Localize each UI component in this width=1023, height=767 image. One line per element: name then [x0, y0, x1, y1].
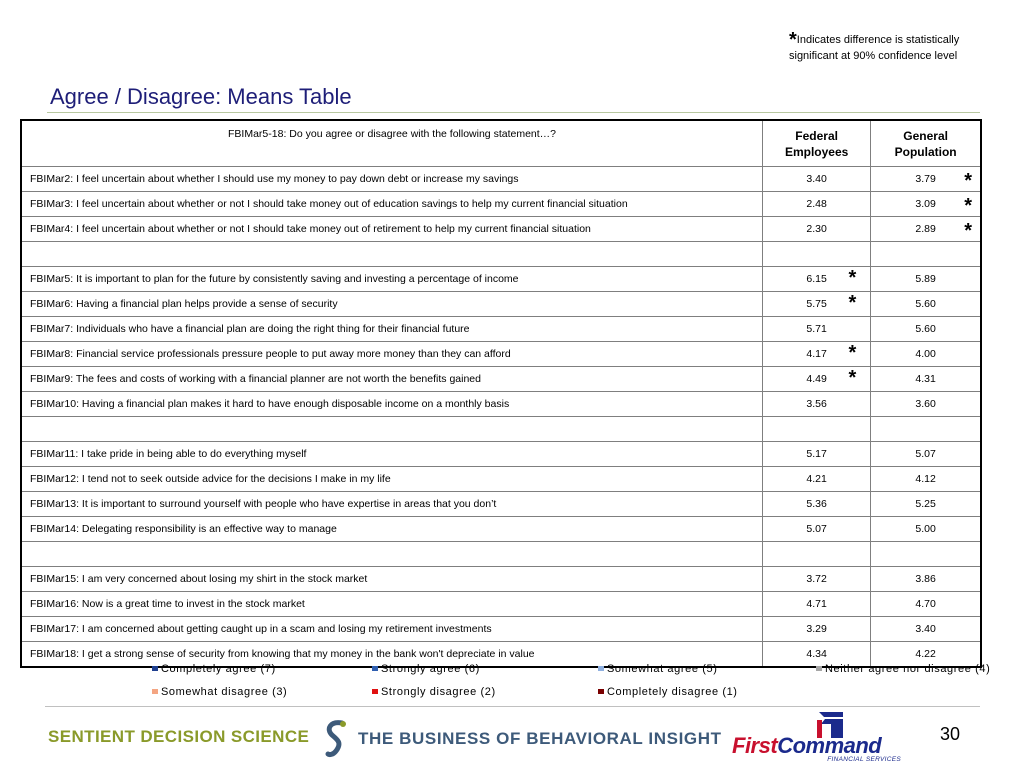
federal-mean-value: 4.71	[806, 598, 827, 610]
federal-mean-cell	[763, 317, 871, 342]
general-mean-cell	[871, 467, 981, 492]
statement-cell: FBIMar16: Now is a great time to invest in the stock market	[21, 592, 763, 617]
behavioral-insight-tagline: THE BUSINESS OF BEHAVIORAL INSIGHT	[358, 729, 722, 748]
general-mean-value: 5.60	[915, 323, 936, 335]
table-row	[21, 167, 981, 192]
federal-mean-value: 5.36	[806, 498, 827, 510]
general-mean-value: 5.60	[915, 298, 936, 310]
statement-cell	[21, 242, 763, 267]
federal-mean-cell	[763, 267, 871, 292]
general-mean-value: 3.86	[915, 573, 936, 585]
significance-asterisk: *	[848, 367, 857, 389]
table-row	[21, 417, 981, 442]
federal-mean-value: 3.72	[806, 573, 827, 585]
general-mean-value: 4.12	[915, 473, 936, 485]
legend-item	[372, 663, 480, 675]
table-row	[21, 367, 981, 392]
first-command-logo	[732, 712, 907, 766]
federal-mean-cell	[763, 442, 871, 467]
general-mean-cell	[871, 567, 981, 592]
statement-cell: FBIMar8: Financial service professionals pressure people to put away more money than they can afford	[21, 342, 763, 367]
significance-asterisk: *	[848, 342, 857, 364]
means-table	[20, 119, 982, 668]
statement-cell: FBIMar14: Delegating responsibility is an effective way to manage	[21, 517, 763, 542]
page-title: Agree / Disagree: Means Table	[50, 84, 352, 109]
table-row	[21, 192, 981, 217]
legend-label: Somewhat agree (5)	[607, 663, 718, 675]
legend-swatch	[152, 689, 158, 694]
federal-mean-cell	[763, 217, 871, 242]
significance-asterisk: *	[964, 220, 972, 242]
statement-cell: FBIMar9: The fees and costs of working with a financial planner are not worth the benefits gained	[21, 367, 763, 392]
legend-swatch	[598, 666, 604, 671]
table-row	[21, 542, 981, 567]
federal-employees-header	[763, 120, 871, 167]
federal-mean-value: 4.49	[806, 373, 827, 385]
note-line-2: significant at 90% confidence level	[789, 50, 958, 62]
federal-mean-value: 5.75	[806, 298, 827, 310]
federal-mean-value: 2.30	[806, 223, 827, 235]
general-mean-cell	[871, 317, 981, 342]
page-number: 30	[940, 724, 961, 744]
federal-mean-cell	[763, 542, 871, 567]
general-mean-value: 3.40	[915, 623, 936, 635]
legend-swatch	[372, 666, 378, 671]
table-row	[21, 342, 981, 367]
federal-mean-cell	[763, 517, 871, 542]
statement-cell: FBIMar15: I am very concerned about losing my shirt in the stock market	[21, 567, 763, 592]
sentient-decision-science-logo: SENTIENT DECISION SCIENCE	[48, 727, 310, 746]
federal-mean-value: 6.15	[806, 273, 827, 285]
legend-label: Neither agree nor disagree (4)	[825, 663, 991, 675]
federal-header-line-2: Employees	[784, 144, 849, 159]
statement-cell: FBIMar17: I am concerned about getting caught up in a scam and losing my retirement investments	[21, 617, 763, 642]
general-mean-cell	[871, 292, 981, 317]
legend-item	[598, 686, 738, 698]
significance-asterisk: *	[848, 292, 857, 314]
statement-cell: FBIMar7: Individuals who have a financial plan are doing the right thing for their financial future	[21, 317, 763, 342]
legend-swatch	[372, 689, 378, 694]
federal-mean-cell	[763, 567, 871, 592]
significance-note	[789, 29, 1009, 64]
general-mean-value: 4.70	[915, 598, 936, 610]
general-mean-cell	[871, 542, 981, 567]
statement-cell: FBIMar11: I take pride in being able to do everything myself	[21, 442, 763, 467]
statement-cell: FBIMar10: Having a financial plan makes it hard to have enough disposable income on a monthly basis	[21, 392, 763, 417]
federal-mean-cell	[763, 242, 871, 267]
legend-item	[152, 686, 287, 698]
federal-mean-value: 4.21	[806, 473, 827, 485]
general-mean-value: 5.25	[915, 498, 936, 510]
federal-mean-cell	[763, 592, 871, 617]
statement-cell: FBIMar5: It is important to plan for the future by consistently saving and investing a percentage of income	[21, 267, 763, 292]
general-mean-cell	[871, 367, 981, 392]
table-row	[21, 242, 981, 267]
statement-cell: FBIMar12: I tend not to seek outside advice for the decisions I make in my life	[21, 467, 763, 492]
legend-item	[152, 663, 276, 675]
legend-swatch	[598, 689, 604, 694]
table-row	[21, 317, 981, 342]
federal-mean-value: 5.71	[806, 323, 827, 335]
legend-label: Strongly agree (6)	[381, 663, 480, 675]
note-line-1: Indicates difference is statistically	[796, 34, 960, 46]
footer-divider	[45, 706, 980, 707]
general-mean-value: 4.22	[915, 648, 936, 660]
table-row	[21, 467, 981, 492]
legend-item	[598, 663, 717, 675]
table-row	[21, 517, 981, 542]
general-mean-value: 5.00	[915, 523, 936, 535]
general-mean-cell	[871, 242, 981, 267]
general-mean-cell	[871, 442, 981, 467]
table-row	[21, 592, 981, 617]
table-row	[21, 267, 981, 292]
significance-asterisk: *	[848, 267, 857, 289]
federal-mean-cell	[763, 617, 871, 642]
statement-cell: FBIMar3: I feel uncertain about whether or not I should take money out of education savings to help my current financial situation	[21, 192, 763, 217]
general-mean-value: 5.89	[915, 273, 936, 285]
federal-mean-value: 3.29	[806, 623, 827, 635]
federal-mean-cell	[763, 292, 871, 317]
statement-cell: FBIMar13: It is important to surround yourself with people who have expertise in areas that you don’t	[21, 492, 763, 517]
general-mean-cell	[871, 392, 981, 417]
statement-cell	[21, 417, 763, 442]
wordmark-first: First	[732, 733, 778, 758]
general-population-header	[871, 120, 981, 167]
federal-mean-value: 5.17	[806, 448, 827, 460]
legend-item	[816, 663, 990, 675]
legend-label: Strongly disagree (2)	[381, 686, 496, 698]
table-row	[21, 292, 981, 317]
note-asterisk: *	[789, 29, 797, 51]
general-mean-value: 4.31	[915, 373, 936, 385]
general-mean-cell	[871, 592, 981, 617]
federal-mean-cell	[763, 392, 871, 417]
general-header-line-2: Population	[894, 144, 957, 159]
legend-swatch	[816, 666, 822, 671]
significance-asterisk: *	[964, 170, 972, 192]
general-mean-cell	[871, 192, 981, 217]
legend-label: Somewhat disagree (3)	[161, 686, 288, 698]
table-row	[21, 567, 981, 592]
statement-cell	[21, 542, 763, 567]
general-mean-cell	[871, 492, 981, 517]
federal-mean-value: 4.17	[806, 348, 827, 360]
federal-mean-cell	[763, 192, 871, 217]
table-row	[21, 617, 981, 642]
federal-mean-cell	[763, 342, 871, 367]
federal-mean-value: 2.48	[806, 198, 827, 210]
title-divider	[47, 112, 980, 113]
statement-cell: FBIMar18: I get a strong sense of security from knowing that my money in the bank won't depreciate in value	[21, 642, 763, 668]
table-row	[21, 492, 981, 517]
general-header-line-1: General	[903, 128, 948, 143]
federal-mean-value: 5.07	[806, 523, 827, 535]
federal-mean-cell	[763, 492, 871, 517]
table-row	[21, 217, 981, 242]
general-mean-value: 3.09	[915, 198, 936, 210]
statement-cell: FBIMar6: Having a financial plan helps provide a sense of security	[21, 292, 763, 317]
federal-mean-cell	[763, 367, 871, 392]
federal-mean-cell	[763, 167, 871, 192]
general-mean-cell	[871, 417, 981, 442]
statement-cell: FBIMar2: I feel uncertain about whether I should use my money to pay down debt or increase my savings	[21, 167, 763, 192]
sentient-s-mark-icon	[322, 719, 350, 759]
general-mean-cell	[871, 217, 981, 242]
wordmark-command: Command	[777, 733, 882, 758]
general-mean-cell	[871, 267, 981, 292]
legend-label: Completely disagree (1)	[607, 686, 738, 698]
significance-asterisk: *	[964, 195, 972, 217]
general-mean-value: 3.60	[915, 398, 936, 410]
federal-mean-cell	[763, 467, 871, 492]
general-mean-cell	[871, 167, 981, 192]
general-mean-cell	[871, 342, 981, 367]
table-header-row	[21, 120, 981, 167]
federal-mean-cell	[763, 417, 871, 442]
question-header: FBIMar5-18: Do you agree or disagree with the following statement…?	[21, 120, 763, 167]
legend-swatch	[152, 666, 158, 671]
general-mean-cell	[871, 517, 981, 542]
general-mean-value: 3.79	[915, 173, 936, 185]
federal-header-line-1: Federal	[795, 128, 838, 143]
statement-cell: FBIMar4: I feel uncertain about whether or not I should take money out of retirement to help my current financial situation	[21, 217, 763, 242]
federal-mean-value: 3.56	[806, 398, 827, 410]
federal-mean-value: 4.34	[806, 648, 827, 660]
general-mean-value: 5.07	[915, 448, 936, 460]
general-mean-cell	[871, 617, 981, 642]
legend-item	[372, 686, 496, 698]
table-row	[21, 392, 981, 417]
federal-mean-value: 3.40	[806, 173, 827, 185]
general-mean-value: 2.89	[915, 223, 936, 235]
financial-services-subtitle: FINANCIAL SERVICES	[827, 756, 901, 763]
legend-label: Completely agree (7)	[161, 663, 276, 675]
general-mean-value: 4.00	[915, 348, 936, 360]
table-row	[21, 442, 981, 467]
